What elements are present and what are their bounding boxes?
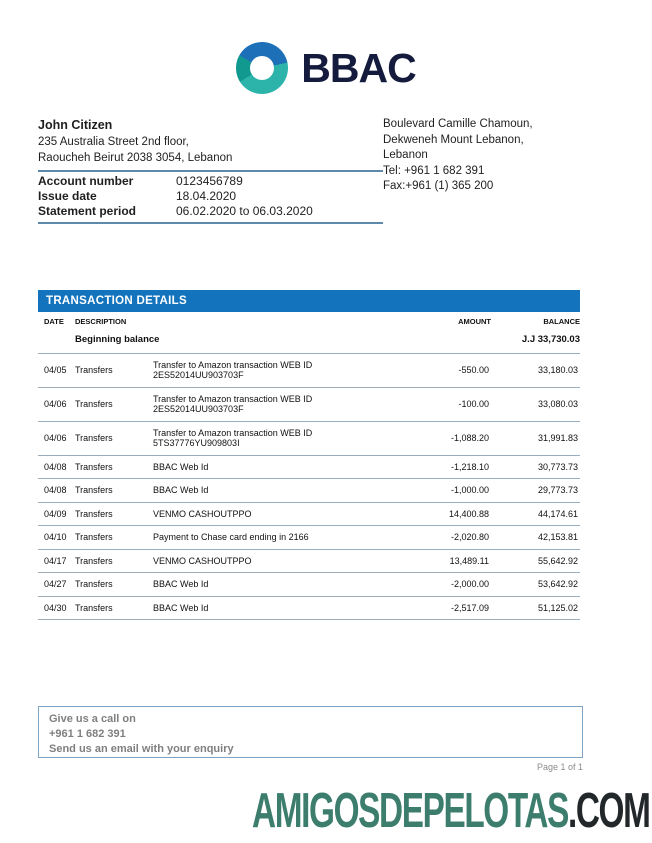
transaction-description: VENMO CASHOUTPPO [153,549,403,573]
transaction-description: Payment to Chase card ending in 2166 [153,526,403,550]
transactions-table [38,313,580,620]
transaction-type: Transfers [75,455,153,479]
watermark-primary: AMIGOSDEPELOTAS [252,784,569,838]
transaction-row [38,387,580,421]
transaction-amount: -1,088.20 [403,421,491,455]
bank-tel: Tel: +961 1 682 391 [383,164,485,177]
transaction-balance: 44,174.61 [491,502,580,526]
transactions-header-row [38,313,580,332]
transaction-description: BBAC Web Id [153,573,403,597]
bank-address-line3: Lebanon [383,149,428,161]
transaction-date: 04/08 [38,479,75,503]
bank-fax: Fax:+961 (1) 365 200 [383,180,494,192]
bbac-logo-text: BBAC [301,44,416,91]
transaction-description: BBAC Web Id [153,455,403,479]
transaction-description: BBAC Web Id [153,479,403,503]
balance-column-header: BALANCE [543,317,580,326]
transaction-amount: 14,400.88 [403,502,491,526]
customer-address-line1: 235 Australia Street 2nd floor, [38,136,189,148]
transaction-balance: 42,153.81 [491,526,580,550]
transaction-row [38,479,580,503]
bbac-logo [0,42,652,94]
transaction-type: Transfers [75,387,153,421]
transaction-description: Transfer to Amazon transaction WEB ID 2ES52014UU903703F [153,353,403,387]
statement-period-label: Statement period [38,204,137,218]
beginning-balance-label: Beginning balance [75,332,403,353]
description-column-header: DESCRIPTION [75,317,127,326]
transaction-date: 04/27 [38,573,75,597]
transaction-row [38,526,580,550]
transaction-date: 04/06 [38,387,75,421]
transaction-row [38,455,580,479]
transaction-balance: 29,773.73 [491,479,580,503]
beginning-balance-row [38,332,580,353]
transaction-type: Transfers [75,421,153,455]
customer-name: John Citizen [38,118,113,132]
transaction-type: Transfers [75,596,153,620]
transaction-row [38,549,580,573]
transaction-amount: -2,020.80 [403,526,491,550]
transaction-type: Transfers [75,526,153,550]
account-number-value: 0123456789 [176,174,243,188]
transaction-amount: -2,000.00 [403,573,491,597]
watermark-secondary: .COM [568,784,650,838]
transaction-balance: 31,991.83 [491,421,580,455]
bank-address-line2: Dekweneh Mount Lebanon, [383,133,524,146]
transaction-row [38,573,580,597]
transaction-balance: 53,642.92 [491,573,580,597]
customer-block [38,117,383,224]
transaction-date: 04/05 [38,353,75,387]
transaction-type: Transfers [75,573,153,597]
bank-address-line1: Boulevard Camille Chamoun, [383,118,533,130]
transaction-row [38,596,580,620]
transaction-type: Transfers [75,479,153,503]
transaction-balance: 55,642.92 [491,549,580,573]
transaction-balance: 33,080.03 [491,387,580,421]
transaction-date: 04/10 [38,526,75,550]
account-number-label: Account number [38,174,134,188]
account-info-row [38,189,383,204]
account-info-row [38,204,383,219]
contact-footer-box [38,706,583,758]
transaction-balance: 33,180.03 [491,353,580,387]
description-detail-column-header [153,313,403,332]
transaction-description: Transfer to Amazon transaction WEB ID 2ES52014UU903703F [153,387,403,421]
transaction-amount: -1,218.10 [403,455,491,479]
issue-date-label: Issue date [38,189,97,203]
issue-date-value: 18.04.2020 [176,189,237,203]
transaction-amount: -100.00 [403,387,491,421]
transaction-details-header: TRANSACTION DETAILS [38,290,580,312]
transaction-date: 04/08 [38,455,75,479]
transaction-row [38,502,580,526]
transaction-amount: -550.00 [403,353,491,387]
contact-call-label: Give us a call on [49,713,136,725]
statement-info-section [38,117,583,224]
customer-address-line2: Raoucheh Beirut 2038 3054, Lebanon [38,152,233,164]
transaction-type: Transfers [75,353,153,387]
transaction-type: Transfers [75,549,153,573]
transaction-description: VENMO CASHOUTPPO [153,502,403,526]
site-watermark [252,784,650,838]
contact-email-label: Send us an email with your enquiry [49,743,234,755]
transaction-rows [38,332,580,620]
amount-column-header: AMOUNT [458,317,491,326]
bbac-ring-hole [250,56,274,80]
account-info-row [38,174,383,189]
transaction-amount: -2,517.09 [403,596,491,620]
transaction-description: Transfer to Amazon transaction WEB ID 5TS37776YU909803I [153,421,403,455]
date-column-header: DATE [44,317,64,326]
transaction-date: 04/17 [38,549,75,573]
transaction-date: 04/09 [38,502,75,526]
page-indicator: Page 1 of 1 [536,762,583,772]
transaction-type: Transfers [75,502,153,526]
account-info-table [38,170,383,224]
transaction-amount: 13,489.11 [403,549,491,573]
statement-period-value: 06.02.2020 to 06.03.2020 [176,204,313,218]
contact-phone: +961 1 682 391 [49,728,126,740]
transaction-row [38,421,580,455]
transaction-row [38,353,580,387]
transaction-balance: 51,125.02 [491,596,580,620]
transaction-description: BBAC Web Id [153,596,403,620]
bank-address-block [383,117,583,224]
transaction-balance: 30,773.73 [491,455,580,479]
transaction-date: 04/30 [38,596,75,620]
bbac-ring-icon [236,42,288,94]
beginning-balance-value: J.J 33,730.03 [491,332,580,353]
transaction-date: 04/06 [38,421,75,455]
transaction-amount: -1,000.00 [403,479,491,503]
